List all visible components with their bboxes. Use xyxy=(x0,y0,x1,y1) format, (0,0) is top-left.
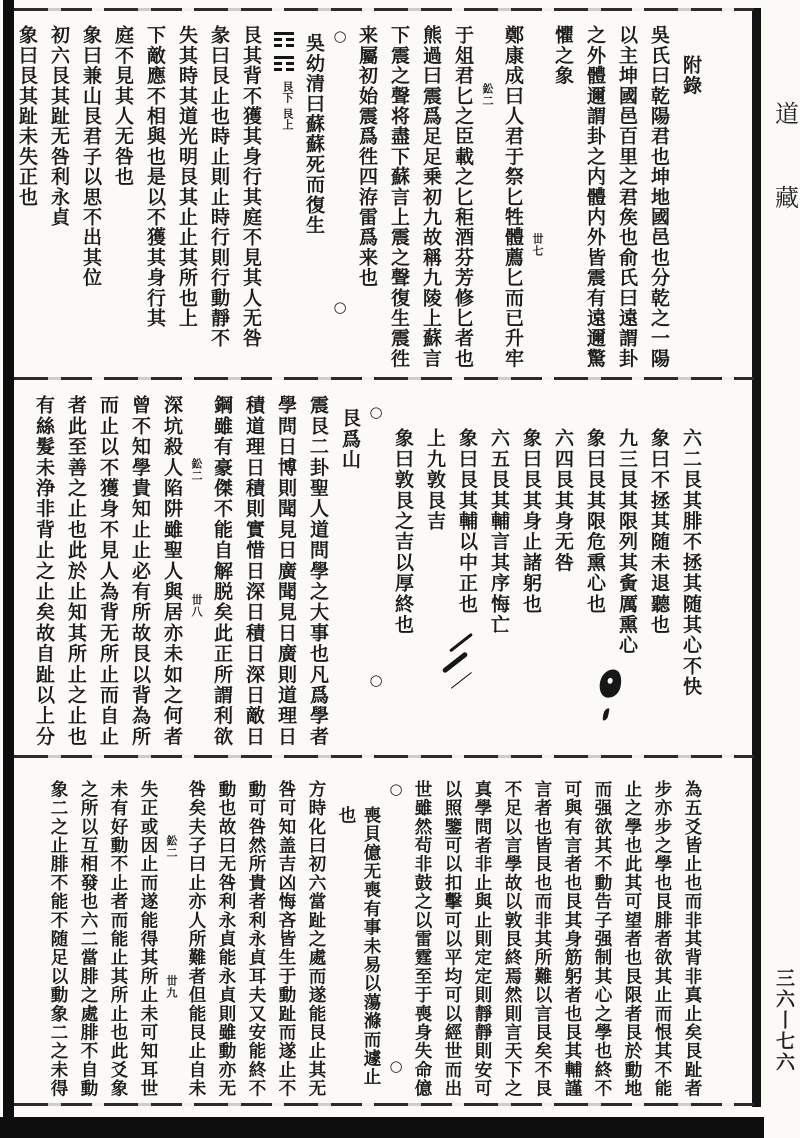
text-column: 而强欲其不動告子强制其心之學也終不 xyxy=(592,780,612,1098)
text-column: 象曰艮其限危熏心也 xyxy=(584,428,606,615)
text-column: 艮其背不獲其身行其庭不見其人无咎 xyxy=(240,25,262,349)
text-column: 下敵應不相與也是以不獲其身行其 xyxy=(144,25,166,328)
circle-separator-icon: ○ xyxy=(387,1057,405,1077)
frame-right-border xyxy=(752,8,761,1107)
text-column: 失其時其道光明艮其止止其所也上 xyxy=(176,25,198,328)
text-column: 止之學也此其可望者也艮限者艮於動地 xyxy=(622,780,642,1098)
text-column: 彖曰艮止也時止則止時行則行動靜不 xyxy=(208,25,230,349)
margin-title-zang: 藏 xyxy=(775,184,799,212)
circle-separator-icon: ○ xyxy=(387,780,405,800)
text-column: 九三艮其限列其夤厲熏心 xyxy=(616,428,638,656)
text-column: 深坑殺人陷阱雖聖人與居亦未如之何者 xyxy=(161,395,183,747)
text-column: 為五爻皆止也而非其背非真止矣艮趾者 xyxy=(682,780,702,1098)
circle-separator-icon: ○ xyxy=(331,27,349,47)
text-column: 可與有言者也艮其身筋躬者也艮其輔謹 xyxy=(562,780,582,1098)
text-column: 曾不知學貴知止止必有所故艮以背為所 xyxy=(129,395,151,747)
section-mark-column xyxy=(369,395,385,753)
text-column: 之外體邇謂卦之内體内外皆震有遠邇驚 xyxy=(584,25,606,369)
text-column: 象曰兼山艮君子以思不出其位 xyxy=(80,25,102,288)
text-column: 喪貝億无喪有事未易以蕩滌而遽止也 xyxy=(336,806,381,1087)
folio-note-column xyxy=(482,25,495,375)
text-column: 上九敦艮吉 xyxy=(424,428,446,532)
text-column: 六二艮其腓不拯其随其心不快 xyxy=(680,428,702,698)
section-mark-column xyxy=(333,25,349,375)
text-column: 六四艮其身无咎 xyxy=(552,428,574,573)
text-column: 吳幼清曰蘇蘇死而復生 xyxy=(303,33,325,235)
top-text-register xyxy=(14,11,750,377)
text-column: 以照鑒可以扣擊可以平均可以經世而出 xyxy=(442,780,462,1098)
bottom-text-register xyxy=(14,759,750,1103)
text-column: 象曰敦艮之吉以厚終也 xyxy=(392,428,414,635)
text-column: 動可咎然所貴者利永貞耳夫又安能終不 xyxy=(246,780,266,1098)
hexagram-gen-icon xyxy=(274,29,294,74)
text-column: 而止以不獲身不見人為背无所止而自止 xyxy=(97,395,119,747)
middle-text-register xyxy=(14,381,750,755)
text-column: 世雖然茍非鼓之以雷霆至于喪身失命億 xyxy=(412,780,432,1098)
folio-leaf: 七六 xyxy=(773,1031,795,1073)
scan-left-edge-bar xyxy=(3,0,14,1120)
text-column: 懼之象 xyxy=(552,25,574,86)
text-column: 于俎君匕之臣載之匕秬酒芬芳修匕者也 xyxy=(452,25,474,369)
folio-note-column xyxy=(166,780,179,1101)
scan-bottom-edge-bar xyxy=(0,1117,764,1138)
margin-title-dao: 道 xyxy=(775,100,799,128)
text-column: 庭不見其人无咎也 xyxy=(112,25,134,187)
text-column: 言者也皆艮也而非其所難以言艮矣不艮 xyxy=(532,780,552,1098)
circle-separator-icon: ○ xyxy=(367,670,385,691)
register-separator-1 xyxy=(14,377,754,380)
text-column: 象曰艮其輔以中正也 xyxy=(456,428,478,615)
section-mark-column xyxy=(389,780,405,1101)
folio-note: 丗七 xyxy=(531,233,544,257)
text-column: 步亦步之學也艮腓者欲其止而恨其不能 xyxy=(652,780,672,1098)
text-column: 艮爲山 xyxy=(339,408,361,471)
folio-separator: 丨 xyxy=(773,1010,795,1031)
trigram-label: 艮上 xyxy=(281,107,294,130)
text-column: 来屬初始震爲徃四洊雷爲来也 xyxy=(356,25,378,288)
text-column: 六五艮其輔言其序悔亡 xyxy=(488,428,510,635)
text-column: 積道理日積則實惜日深日積日深日敵日 xyxy=(243,395,265,747)
text-column: 之所以互相發也六二當腓之處腓不自動 xyxy=(78,780,98,1098)
text-column: 象曰不拯其随未退聽也 xyxy=(648,428,670,635)
text-column: 不足以言學故以敦艮終焉然則言天下之 xyxy=(502,780,522,1098)
trigram-label: 艮下 xyxy=(281,80,294,103)
text-column: 下震之聲将盡下蘇言上震之聲復生震徃 xyxy=(388,25,410,369)
text-column: 未有好動不止者而能止其所止也此爻象 xyxy=(108,780,128,1098)
folio-note-column xyxy=(532,25,545,375)
folio-volume: 三六 xyxy=(773,968,795,1010)
text-column: 動也故曰无咎利永貞能永貞則雖動亦无 xyxy=(216,780,236,1098)
text-column: 吳氏曰乾陽君也坤地國邑也分乾之一陽 xyxy=(648,25,670,369)
folio-number xyxy=(771,968,798,1098)
text-column: 方時化曰初六當趾之處而遂能艮止其无 xyxy=(306,780,326,1098)
circle-separator-icon: ○ xyxy=(331,298,349,318)
hexagram-column xyxy=(270,25,296,375)
register-separator-2 xyxy=(14,755,754,758)
text-column: 鋼雖有豪傑不能自解脱矣此正所謂利欲 xyxy=(211,395,233,747)
text-column: 震艮二卦聖人道問學之大事也凡爲學者 xyxy=(307,395,329,747)
text-column: 象曰艮其身止諸躬也 xyxy=(520,428,542,615)
text-column: 真學問者非止與止則定定則靜靜則安可 xyxy=(472,780,492,1098)
text-column: 象曰艮其趾未失正也 xyxy=(16,25,38,207)
frame-bottom-rule xyxy=(14,1103,754,1106)
folio-note: 鈆二 xyxy=(481,83,494,107)
text-column: 失正或因止而遂能得其所止未可知耳世 xyxy=(138,780,158,1098)
text-column: 附錄 xyxy=(680,55,702,96)
folio-note: 丗九 xyxy=(165,975,178,999)
text-column: 有絲髮未浄非背止之止矣故自趾以上分 xyxy=(33,395,55,747)
circle-separator-icon: ○ xyxy=(367,403,385,423)
folio-note-column xyxy=(191,395,204,753)
text-column: 者此至善之止也此於止知其所止之止也 xyxy=(65,395,87,747)
text-column: 象二之止腓不能不随足以動象二之未得 xyxy=(48,780,68,1098)
trigram-labels xyxy=(272,81,296,135)
text-column: 咎可知盖吉凶悔吝皆生于動趾而遂止不 xyxy=(276,780,296,1098)
text-column: 鄭康成曰人君于祭匕牲體薦匕而已升牢 xyxy=(502,25,524,369)
text-column: 學問日博則聞見日廣聞見日廣則道理日 xyxy=(275,395,297,747)
text-column: 以主坤國邑百里之君矦也俞氏曰遠謂卦 xyxy=(616,25,638,369)
folio-note: 鈆二 xyxy=(190,458,203,482)
text-column: 熊過曰震爲足足乗初九故稱九陵上蘇言 xyxy=(420,25,442,369)
folio-note: 鈆二 xyxy=(165,835,178,859)
folio-note: 丗八 xyxy=(190,594,203,618)
text-column: 咎矣夫子曰止亦人所難者但能艮止自未 xyxy=(186,780,206,1098)
text-column: 初六艮其趾无咎利永貞 xyxy=(48,25,70,227)
